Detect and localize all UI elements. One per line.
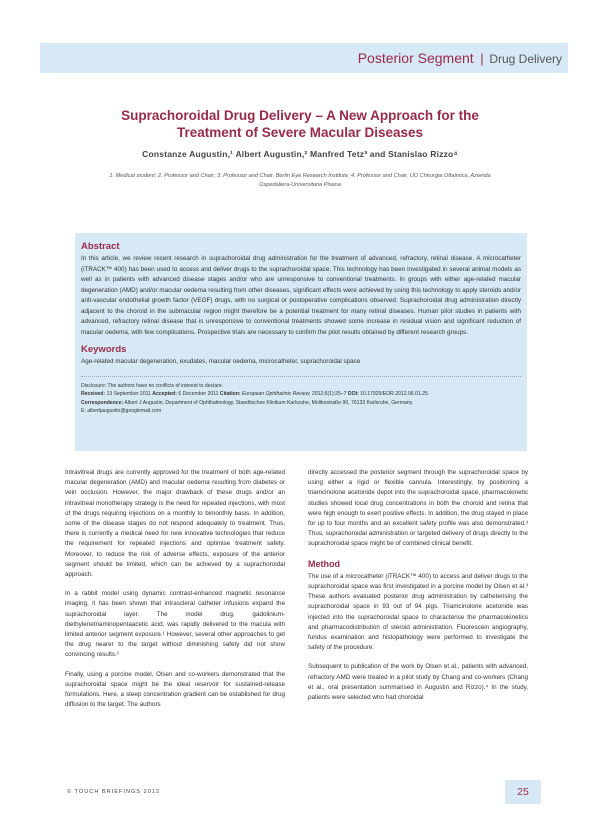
keywords-text: Age-related macular degeneration, exudates, macular oedema, microcatheter, suprachoroidal space [81,358,361,365]
article-title [70,107,530,141]
citation-text: 2012;6(1):25–7 [311,391,347,398]
received-date: 13 September 2011 [106,391,151,398]
keywords-heading: Keywords [81,344,127,355]
body-paragraph: In a rabbit model using dynamic contrast-enhanced magnetic resonance imaging, it has been shown that intrascleral catheter infusions expand the suprachoroidal layer. The model drug, gadolinium-diethylenetriaminopentaacetic acid, was rapidly delivered to the macula with limited anterior segment exposure.¹ However, several other approaches to get the drug nearer to the target without diminishing safety did not show convincing results.² [65,590,285,659]
header-subsection: Drug Delivery [489,52,562,66]
accepted-date: 6 December 2011 [178,391,219,398]
author-list: Constanze Augustin,¹ Albert Augustin,² Manfred Tetz³ and Stanislao Rizzo⁴ [142,149,458,159]
body-paragraph: Finally, using a porcine model, Olsen and co-workers demonstrated that the suprachoroidal space might be the ideal reservoir for sustained-release formulations. Here, a steep concentration gradient can be established for drug diffusion to the target. The authors [65,670,285,709]
copyright: © TOUCH BRIEFINGS 2012 [67,789,161,795]
received-label: Received: [81,391,106,398]
page-number: 25 [505,780,541,804]
abstract-divider [81,376,521,377]
body-paragraph: Subsequent to publication of the work by Olsen et al., patients with advanced, refractory AMD were treated in a pilot study by Chang and co-workers (Chang et al., oral presentation summarised in Augustin and Rizzo).⁴ In the study, patients were selected who had choroidal [308,663,528,702]
title-line-1: Suprachoroidal Drug Delivery – A New Approach for the [121,108,479,123]
disclosure: Disclosure: The authors have no conflicts of interest to declare. [81,382,224,389]
publication-info [81,390,521,399]
running-header [40,43,568,73]
header-text [358,50,562,66]
correspondence-text: Albert J Augustin, Department of Ophthalmology, Staedtisches Klinikum Karlsruhe, Moltkestraße 90, 76133 Karlsruhe, Germany. [124,399,414,406]
body-column-right [308,468,528,712]
header-section: Posterior Segment [357,50,474,66]
email-link[interactable]: E: albertjaugustin@googlemail.com [81,408,162,415]
body-paragraph: The use of a microcatheter (iTRACK™ 400) to access and deliver drugs to the suprachoroidal space was first investigated in a porcine model by Olsen et al.³ These authors evaluated posterior drug administration by catheterising the suprachoroidal space in 93 out of 94 pigs. Triamcinolone acetonide was injected into the suprachoroidal space to characterise the pharmacokinetics and pharmacodistribution of steroid administration. Fluorescein angiography, fundus examination and histopathology were performed to investigate the safety of the procedure. [308,572,528,652]
affiliations-line-1: 1. Medical student; 2. Professor and Chair; 3. Professor and Chair, Berlin Eye Research Institute; 4. Professor and Chair, UO Chirurgia Oftalmica, Azienda [109,173,491,179]
body-paragraph: Intravitreal drugs are currently approved for the treatment of both age-related macular degeneration (AMD) and macular oedema resulting from diabetes or vein occlusion. However, the major drawback of these drugs and/or an intravitreal monotherapy strategy is the need for repeated injections, with most of the drugs requiring injections on a monthly to bimonthly basis. In addition, some of the disease stages do not respond adequately to treatment. Thus, there is currently a medical need for new innovative technologies that reduce the requirement for repeated injections and optimise treatment safety. Moreover, to reduce the risk of adverse effects, exposure of the anterior segment should be limited, which can be achieved by a suprachoroidal approach. [65,469,285,579]
title-line-2: Treatment of Severe Macular Diseases [176,125,424,140]
accepted-label: Accepted: [152,391,177,398]
body-column-left [65,468,285,719]
doi-label: DOI: [347,391,359,398]
affiliations [90,172,510,190]
abstract-heading: Abstract [81,241,120,252]
abstract-box [75,233,527,451]
citation-label: Citation: [219,391,241,398]
correspondence [81,399,521,408]
method-heading: Method [308,558,340,569]
body-paragraph: directly accessed the posterior segment through the suprachoroidal space by using either a rigid or flexible cannula. Interestingly, by positioning a triamcinolone acetonide depot into the suprachoroidal space, pharmacokinetic studies showed local drug concentrations in both the choroid and retina that were high enough to exert positive effects. In addition, the drug stayed in place for up to four months and an excellent safety profile was also demonstrated.³ Thus, suprachoroidal administration or targeted delivery of drugs directly to the suprachoroidal space might be of combined clinical benefit. [308,469,528,548]
header-separator: | [480,51,484,66]
doi-link[interactable]: 10.17925/EOR.2012.06.01.25 [360,391,428,398]
affiliations-line-2: Ospedaliera-Universitaria Pisana [259,182,341,188]
citation-journal: European Ophthalmic Review, [241,391,311,398]
abstract-text: In this article, we review recent research in suprachoroidal drug administration for the treatment of advanced, refractory, retinal disease. A microcatheter (iTRACK™ 400) has been used to access and deliver drugs to the suprachoroidal space. This technology has been investigated in several animal models as well as in patients with advanced disease stages and/or who are unresponsive to conventional treatments. In groups with either age-related macular degeneration (AMD) and/or macular oedema resulting from other diseases, significant effects were achieved by using this technology to apply steroids and/or anti-vascular endothelial growth factor (VEGF) drugs, with no surgical or postoperative complications observed. Suprachoroidal drug administration directly adjacent to the choroid in the submacular region might therefore be a potential treatment for many retinal diseases. Human pilot studies in patients with advanced, refractory retinal disease that is unresponsive to conventional treatments showed some increase in residual vision and significant reduction of macular oedema, with few complications. Prospective trials are necessary to confirm the pilot results obtained by different research groups. [81,255,521,336]
correspondence-label: Correspondence: [81,399,124,406]
